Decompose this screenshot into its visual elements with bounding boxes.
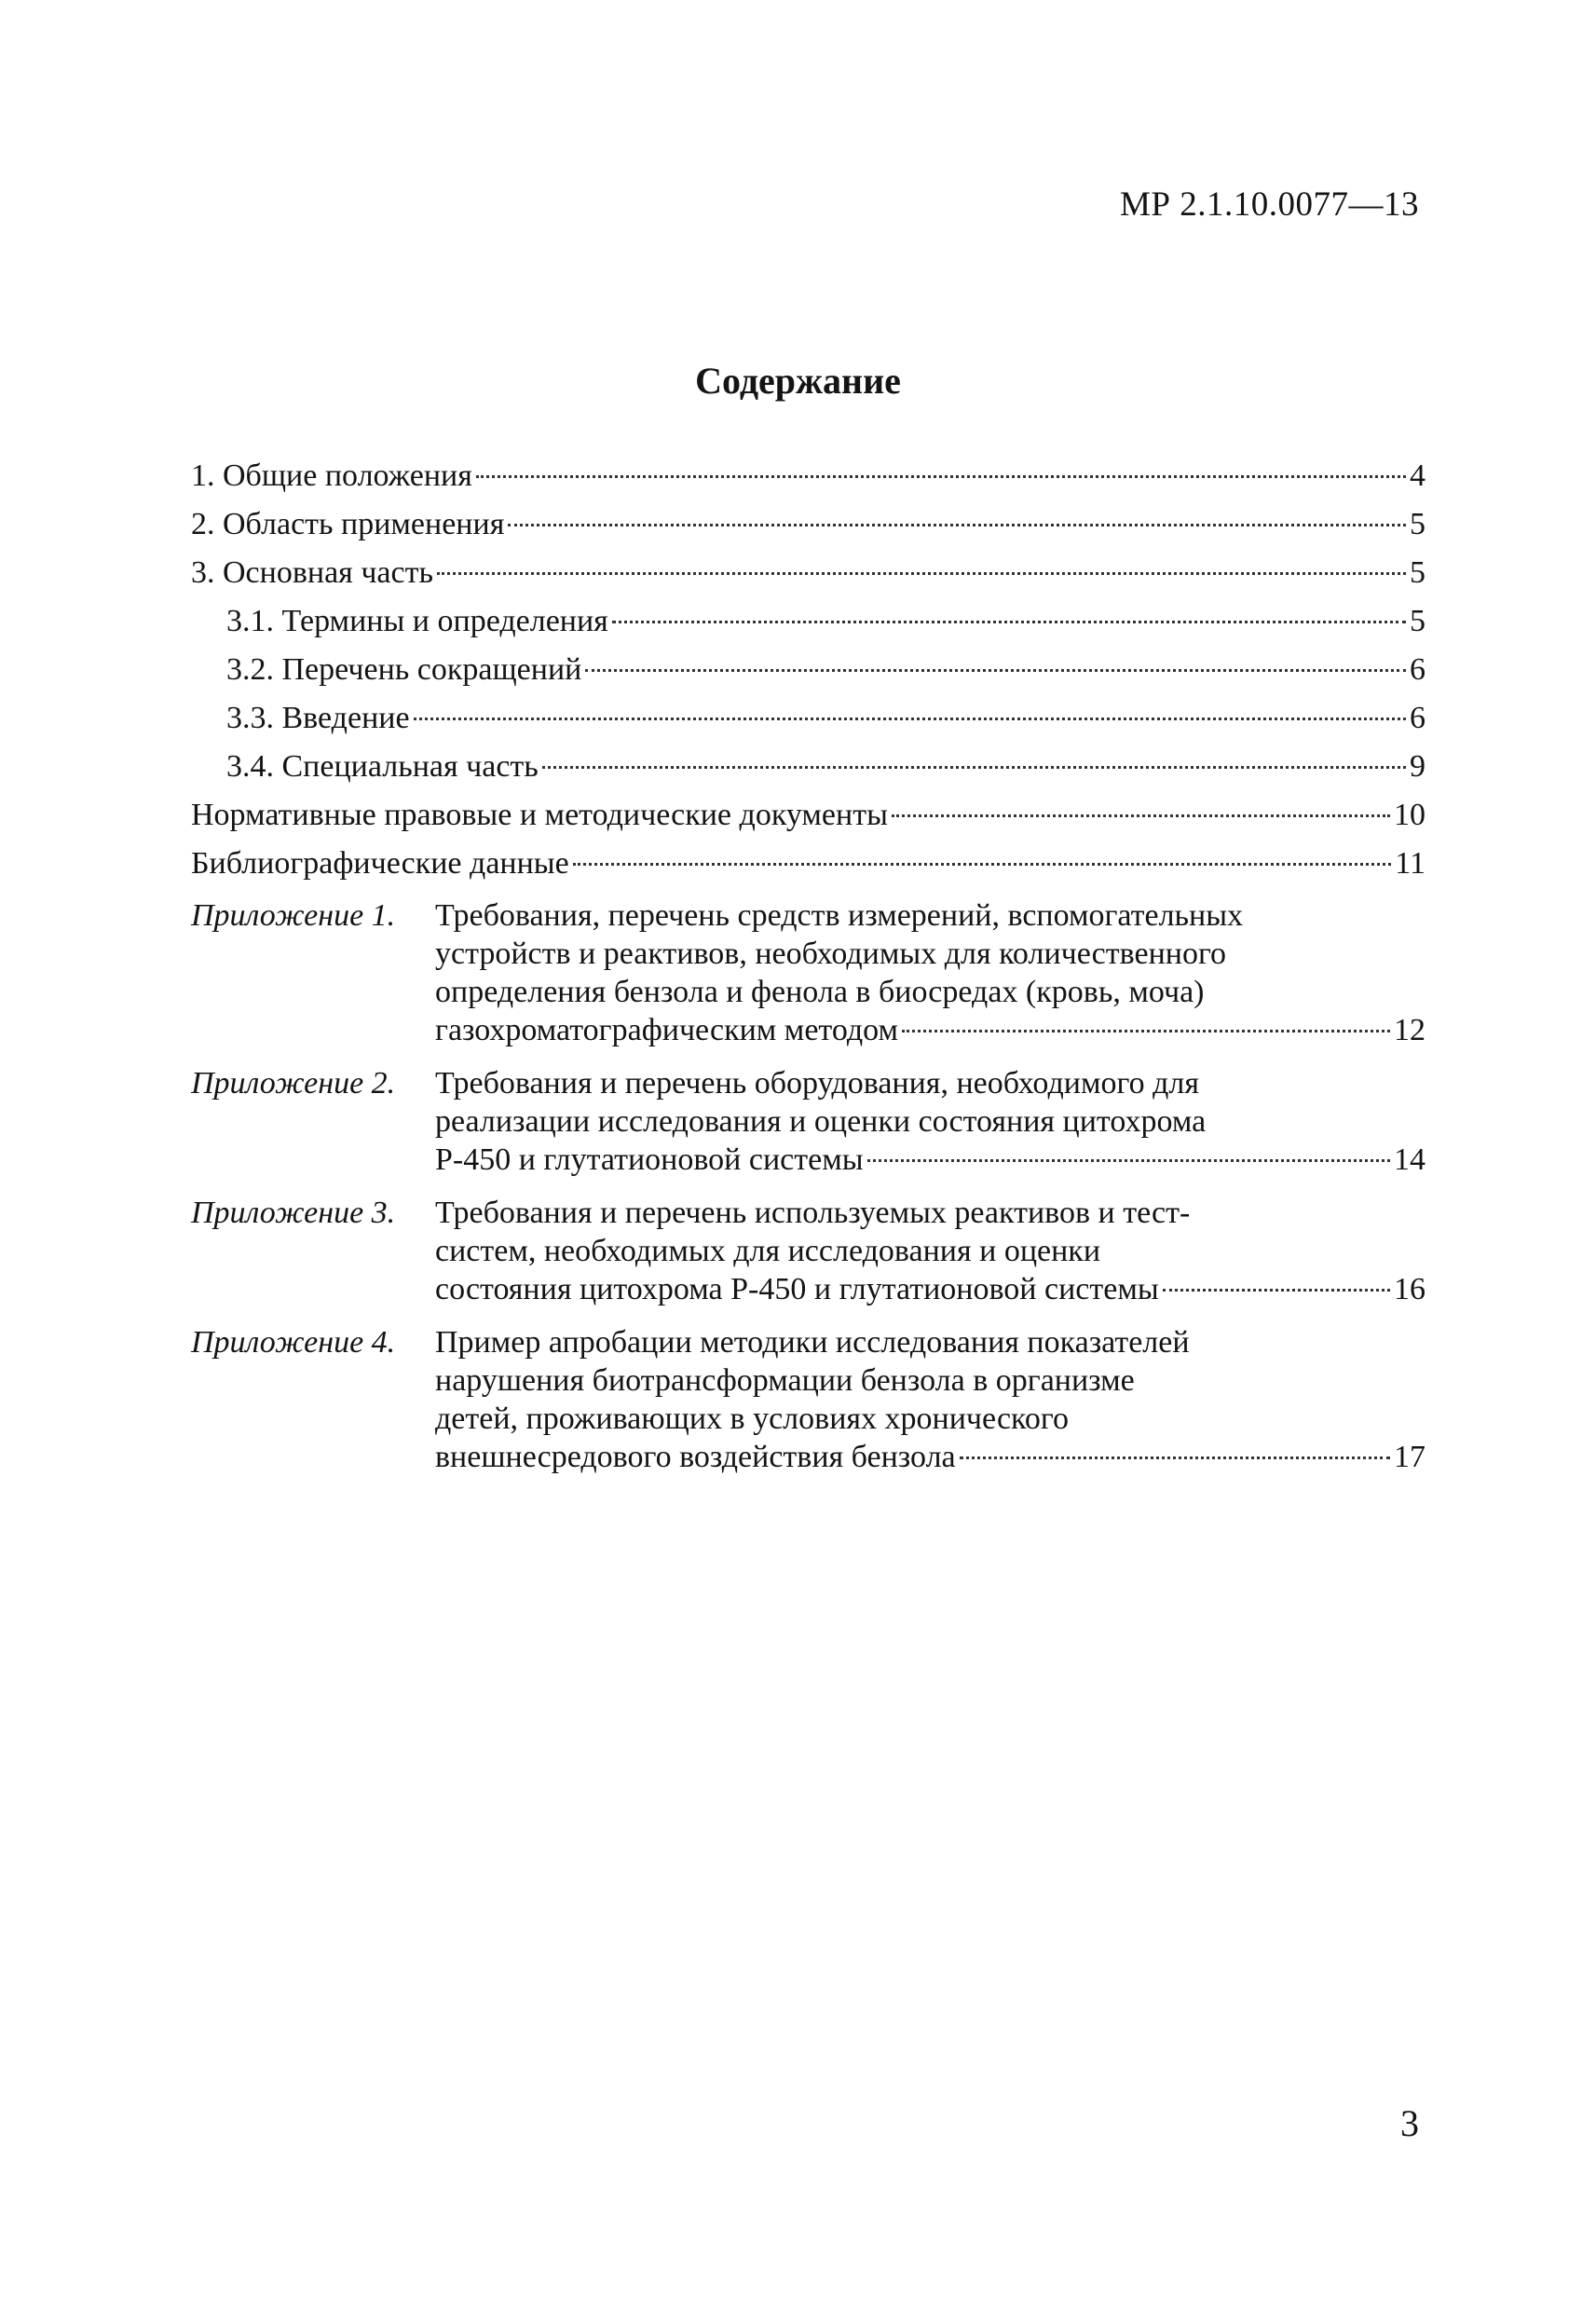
- dot-leader: [585, 669, 1406, 672]
- appendix-last-line: [435, 1270, 1425, 1308]
- appendix-last-line: [435, 1438, 1425, 1476]
- toc-entry-label: 3.1. Термины и определения: [226, 604, 608, 638]
- appendix-line: Р-450 и глутатионовой системы: [435, 1142, 864, 1177]
- appendix-line: внешнесредового воздействия бензола: [435, 1440, 956, 1474]
- dot-leader: [573, 863, 1392, 866]
- toc-entry-page: 5: [1410, 555, 1425, 590]
- dot-leader: [960, 1456, 1390, 1459]
- appendix-line: газохроматографическим методом: [435, 1013, 899, 1047]
- toc-appendix-4[interactable]: [191, 1323, 1425, 1476]
- toc-entry-bibliography[interactable]: [191, 844, 1425, 893]
- dot-leader: [867, 1159, 1390, 1162]
- dot-leader: [476, 475, 1406, 478]
- appendix-body: [435, 1064, 1425, 1179]
- appendix-page: 16: [1394, 1272, 1425, 1306]
- toc-entry-page: 6: [1410, 652, 1425, 687]
- page-number: 3: [1400, 2102, 1419, 2144]
- table-of-contents: [191, 457, 1425, 1491]
- toc-entry-page: 4: [1410, 458, 1425, 493]
- document-code: МР 2.1.10.0077—13: [1120, 185, 1419, 224]
- appendix-page: 14: [1394, 1142, 1425, 1177]
- appendix-label: Приложение 4.: [191, 1325, 396, 1360]
- appendix-line: детей, проживающих в условиях хронического: [435, 1402, 1069, 1436]
- appendix-line: состояния цитохрома Р-450 и глутатионовой системы: [435, 1272, 1159, 1306]
- appendix-line: устройств и реактивов, необходимых для количественного: [435, 937, 1227, 971]
- toc-entry-scope[interactable]: [191, 505, 1425, 554]
- toc-entry-terms[interactable]: [191, 602, 1425, 650]
- appendix-label: Приложение 3.: [191, 1196, 396, 1230]
- toc-entry-label: 3. Основная часть: [191, 555, 433, 590]
- appendix-label: Приложение 1.: [191, 898, 396, 933]
- appendix-last-line: [435, 1141, 1425, 1179]
- dot-leader: [892, 814, 1390, 817]
- toc-entry-label: 2. Область применения: [191, 507, 505, 541]
- appendix-line: определения бензола и фенола в биосредах (кровь, моча): [435, 975, 1205, 1009]
- appendix-body: [435, 1194, 1425, 1308]
- appendix-line: систем, необходимых для исследования и оценки: [435, 1234, 1101, 1268]
- appendix-line: нарушения биотрансформации бензола в организме: [435, 1363, 1135, 1398]
- dot-leader: [437, 572, 1406, 575]
- toc-entry-abbreviations[interactable]: [191, 650, 1425, 699]
- dot-leader: [612, 621, 1406, 623]
- toc-entry-label: 3.4. Специальная часть: [226, 749, 539, 784]
- toc-entry-special-part[interactable]: [191, 747, 1425, 796]
- appendix-label: Приложение 2.: [191, 1066, 396, 1101]
- toc-entry-label: 3.3. Введение: [226, 701, 410, 735]
- toc-appendix-2[interactable]: [191, 1064, 1425, 1179]
- toc-entry-normative-documents[interactable]: [191, 796, 1425, 844]
- dot-leader: [902, 1030, 1390, 1032]
- appendix-body: [435, 896, 1425, 1049]
- dot-leader: [542, 766, 1406, 769]
- toc-entry-label: Библиографические данные: [191, 846, 569, 881]
- toc-entry-label: 3.2. Перечень сокращений: [226, 652, 582, 687]
- appendix-line: Требования и перечень оборудования, необходимого для: [435, 1066, 1199, 1101]
- toc-appendix-3[interactable]: [191, 1194, 1425, 1308]
- appendix-line: реализации исследования и оценки состояния цитохрома: [435, 1104, 1207, 1139]
- toc-entry-page: 5: [1410, 604, 1425, 638]
- toc-appendix-1[interactable]: [191, 896, 1425, 1049]
- dot-leader: [414, 718, 1406, 720]
- toc-entry-general[interactable]: [191, 457, 1425, 505]
- appendix-body: [435, 1323, 1425, 1476]
- toc-entry-page: 11: [1395, 846, 1425, 881]
- toc-title: Содержание: [695, 360, 901, 402]
- toc-entry-introduction[interactable]: [191, 699, 1425, 747]
- dot-leader: [508, 524, 1406, 526]
- appendix-line: Требования и перечень используемых реактивов и тест-: [435, 1196, 1191, 1230]
- dot-leader: [1163, 1289, 1390, 1292]
- toc-entry-page: 10: [1394, 798, 1425, 832]
- toc-entry-page: 6: [1410, 701, 1425, 735]
- toc-entry-label: Нормативные правовые и методические документы: [191, 798, 888, 832]
- appendix-line: Пример апробации методики исследования показателей: [435, 1325, 1190, 1360]
- appendix-last-line: [435, 1011, 1425, 1049]
- appendix-page: 17: [1394, 1440, 1425, 1474]
- toc-entry-main-part[interactable]: [191, 554, 1425, 602]
- toc-entry-label: 1. Общие положения: [191, 458, 472, 493]
- toc-entry-page: 9: [1410, 749, 1425, 784]
- appendix-line: Требования, перечень средств измерений, вспомогательных: [435, 898, 1244, 933]
- toc-entry-page: 5: [1410, 507, 1425, 541]
- appendix-page: 12: [1394, 1013, 1425, 1047]
